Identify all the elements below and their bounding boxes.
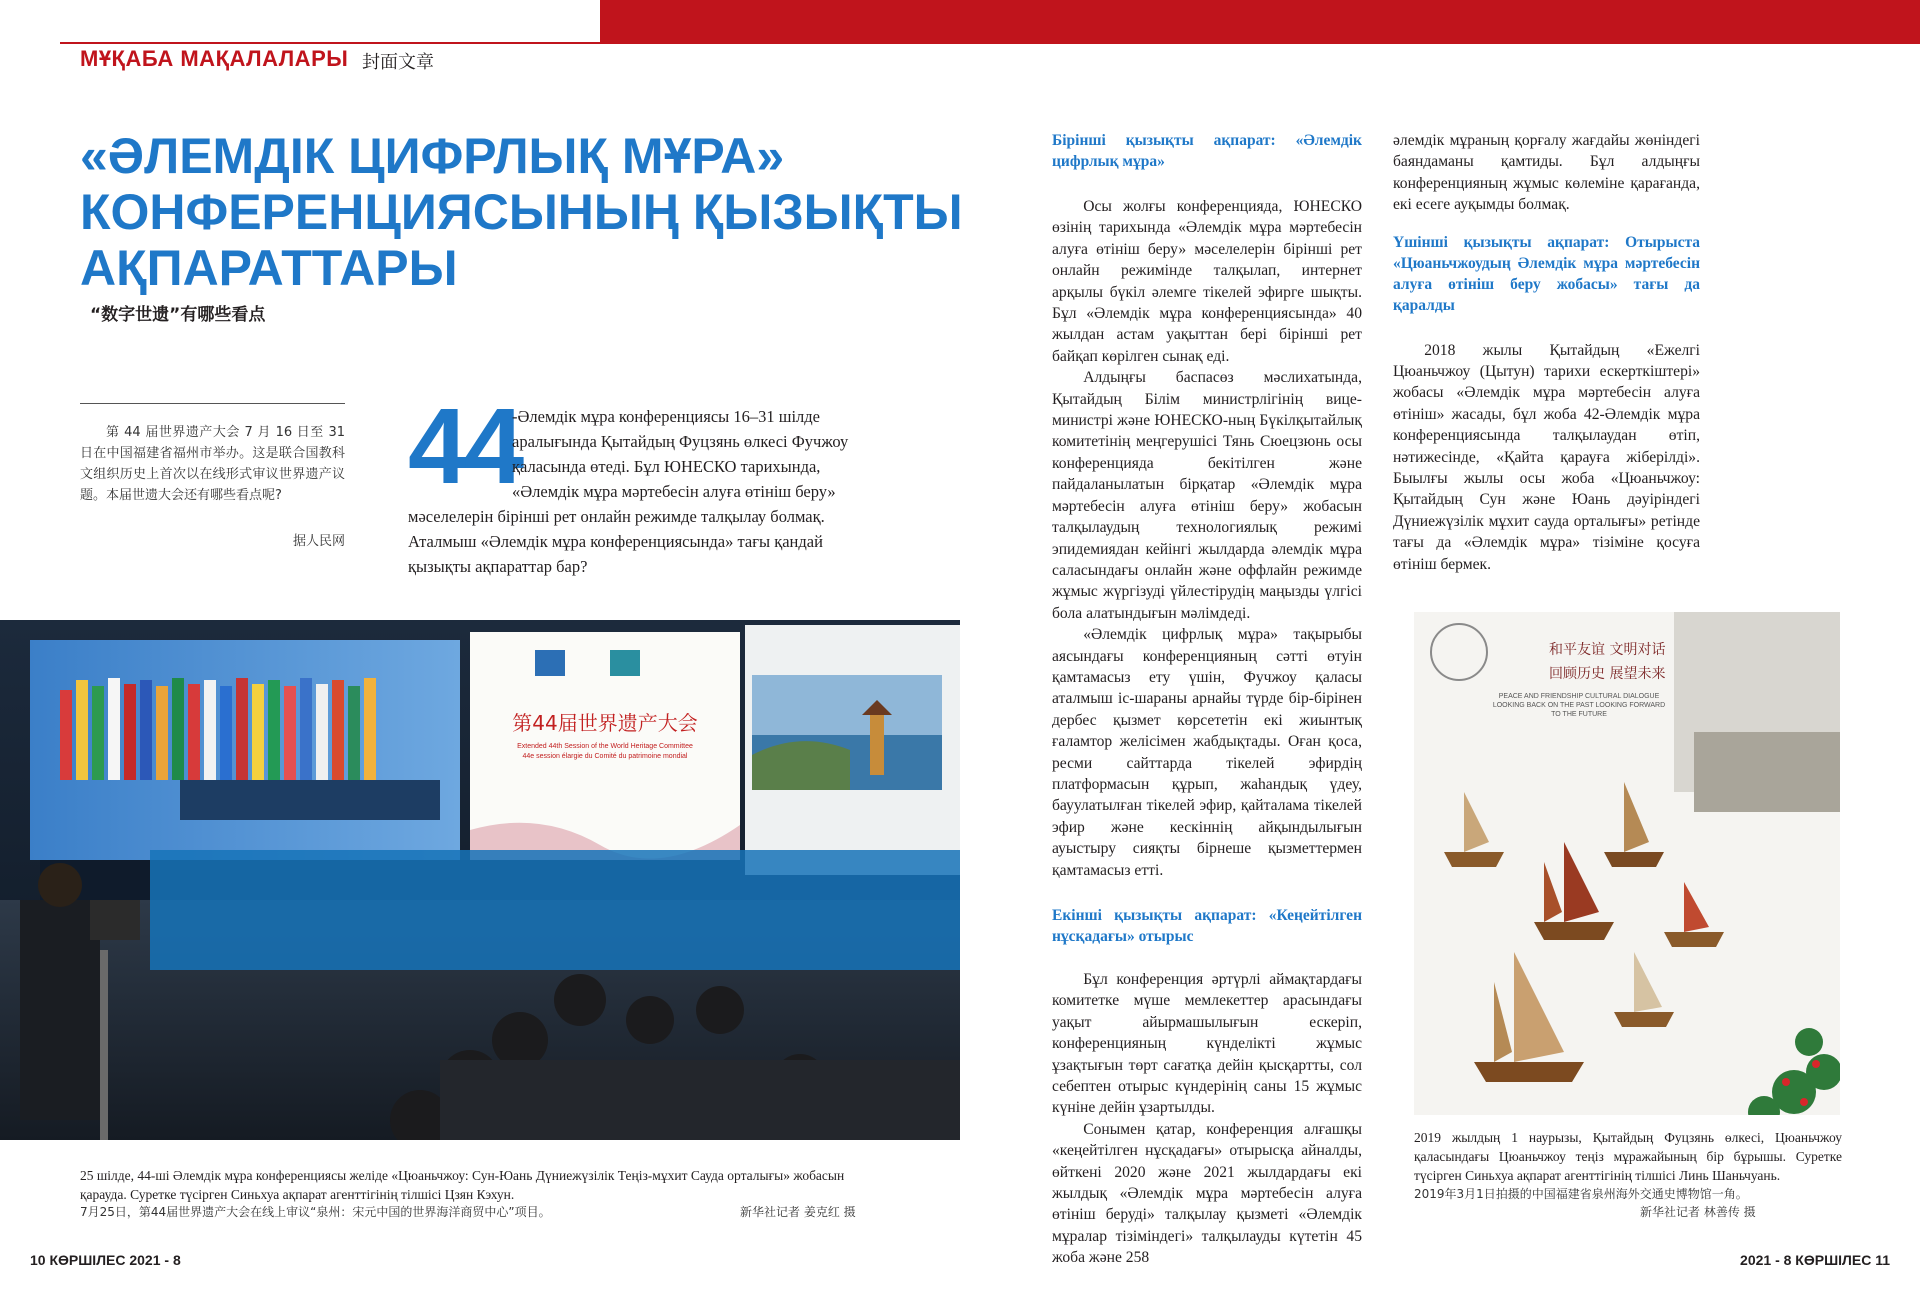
section-heading-1: Бірінші қызықты ақпарат: «Әлемдік цифрлық мұра» [1052, 132, 1362, 170]
lead-line: қызықты ақпараттар бар? [408, 557, 588, 576]
museum-photo-caption-cn: 2019年3月1日拍摄的中国福建省泉州海外交通史博物馆一角。 [1414, 1187, 1748, 1201]
header-red-bar [600, 0, 1920, 42]
section-title-cn: 封面文章 [362, 52, 434, 73]
photo-caption: 25 шілде, 44-ші Әлемдік мұра конференциясы желіде «Цюаньчжоу: Сун-Юань Дүниежүзілік Теңіз-мұхит Сауда орталығы» жобасын қарауда. Суретке түсірген Синьхуа ақпарат агенттігінің тілшісі Цзян Кэхун. [80, 1168, 845, 1202]
section-heading-2: Екінші қызықты ақпарат: «Кеңейтілген нұсқадағы» отырыс [1052, 907, 1362, 945]
screen-title-cn: 第44届世界遗产大会 [512, 711, 698, 735]
lead-line: мәселелерін бірінші рет онлайн режимде талқылау болмақ. [408, 507, 825, 526]
footer-right-page: 2021 - 8 КӨРШІЛЕС 11 [1740, 1252, 1890, 1268]
photo-credit-cn: 新华社记者 姜克红 摄 [740, 1205, 856, 1219]
wall-text-cn-2: 回顾历史 展望未来 [1549, 666, 1666, 682]
photo-caption-cn: 7月25日，第44届世界遗产大会在线上审议“泉州：宋元中国的世界海洋商贸中心”项目。 [80, 1205, 551, 1219]
museum-photo-illustration [1414, 612, 1840, 1115]
article-title [80, 128, 963, 296]
lead-line: «Әлемдік мұра мәртебесін алуға өтініш беру» [512, 482, 836, 501]
lead-dropcap: 44 [408, 385, 521, 506]
lead-line: -Әлемдік мұра конференциясы 16–31 шілде [512, 407, 820, 426]
lead-line: қаласында өтеді. Бұл ЮНЕСКО тарихында, [512, 457, 821, 476]
screen-subtitle-en: Extended 44th Session of the World Heritage Committee [517, 743, 693, 750]
body-paragraph: Осы жолғы конференцияда, ЮНЕСКО өзінің тарихында «Әлемдік мұра мәртебесін алуға өтініш беру» мәселелерін бірінші рет онлайн режимінде талқылап, интернет арқылы бүкіл әлемге тікелей эфирге шықты. Бұл «Әлемдік мұра конференциясында» 40 жылдан астам уақыттан бері бірінші рет байқап көрілген сынақ еді. [1052, 198, 1362, 365]
museum-photo [1414, 612, 1840, 1115]
body-paragraph: Бұл конференция әртүрлі аймақтардағы комитетке мүше мемлекеттер арасындағы уақыт айырмашылығын ескеріп, конференцияның күнделікті жұмыс ұзақтығын төрт сағатқа дейін қысқартты, сол себептен отырыс күндерінің саны 15 жұмыс күніне дейін ұзартылды. [1052, 971, 1362, 1117]
body-paragraph: Сонымен қатар, конференция алғашқы «кеңейтілген нұсқадағы» отырысқа айналды, өйткені 2020 және 2021 жылдардағы екі жылдық «Әлемдік мұра мәртебесін алуға өтініш беруді» талқылау қызметі «Әлемдік мұралар тізіміндегі» талқылауды күтетін 45 жоба және 258 [1052, 1120, 1362, 1267]
section-title: МҰҚАБА МАҚАЛАЛАРЫ [80, 46, 349, 71]
body-column-2 [1393, 130, 1700, 575]
intro-cn-text: 第 44 届世界遗产大会 7 月 16 日至 31 日在中国福建省福州市举办。这是联合国教科文组织历史上首次以在线形式审议世界遗产议题。本届世遗大会还有哪些看点呢? [80, 425, 345, 503]
body-paragraph: Алдыңғы баспасөз мәслихатында, Қытайдың Білім министрлігінің вице-министрі және ЮНЕСКО-ның Бүкілқытайлық комитетінің меңгерушісі Тянь Сюецзюнь осы конференцияда бекітілген және пайдаланылатын бірқатар «Әлемдік мұра мәртебесін алуға өтініш беру» жобасын талқылаудың технологиялық режимі эпидемиядан кейінгі жылдарда әлемдік мұра саласындағы онлайн және оффлайн режимде жұмыс жүргізуді үйлестірудің маңызды үлгісі бола алатындығын мәлімдеді. [1052, 369, 1362, 622]
screen-subtitle-fr: 44e session élargie du Comité du patrimoine mondial [522, 753, 688, 760]
museum-photo-caption: 2019 жылдың 1 наурызы, Қытайдың Фуцзянь өлкесі, Цюаньчжоу қаласындағы Цюаньчжоу теңіз мұражайының бір бұрышы. Суретке түсірген Синьхуа ақпарат агенттігінің тілшісі Линь Шаньчуань. [1414, 1130, 1842, 1183]
wall-text-cn-1: 和平友谊 文明对话 [1549, 642, 1666, 658]
body-paragraph: әлемдік мұраның қорғалу жағдайы жөніндегі баяндаманы қамтиды. Бұл алдыңғы конференцияның жұмыс көлеміне қарағанда, екі есеге ауқымды болмақ. [1393, 132, 1700, 214]
intro-divider [80, 403, 345, 404]
conference-photo [0, 620, 960, 1140]
article-subtitle-cn: “数字世遗”有哪些看点 [90, 305, 266, 325]
body-column-1 [1052, 130, 1362, 1269]
lead-line: Аталмыш «Әлемдік мұра конференциясында» тағы қандай [408, 532, 823, 551]
intro-source: 据人民网 [292, 534, 345, 549]
body-paragraph: «Әлемдік цифрлық мұра» тақырыбы аясындағы конференцияның сәтті өтуін қамтамасыз ету үшін, Фучжоу қаласы аталмыш іс-шараны арнайы түрде бір-бірінен дербес қызмет көрсететін екі жиынтық ғаламтор желісімен жабдықтады. Оған қоса, ресми сайттарда тікелей эфирдің платформасын құрып, жаһандық үдеу, бауулатылған тікелей эфир, қайталама тікелей эфир және кескіннің айқындылығын ауыстыру сияқты бірнеше қызметтермен қамтамасыз етті. [1052, 626, 1362, 879]
title-line-2: КОНФЕРЕНЦИЯСЫНЫҢ ҚЫЗЫҚТЫ [80, 184, 963, 240]
museum-photo-credit-cn: 新华社记者 林善传 摄 [1640, 1205, 1756, 1219]
body-paragraph: 2018 жылы Қытайдың «Ежелгі Цюаньчжоу (Цытун) тарихи ескерткіштері» жобасы «Әлемдік мұра мәртебесін алуға өтініш» жасады, бұл жоба 42-Әлемдік мұра конференциясында талқылаудан өтіп, нәтижесінде, «Қайта қарауға жіберілді». Быылғы жылы осы жоба «Цюаньчжоу: Қытайдың Сун және Юань дәуіріндегі Дүниежүзілік мұхит сауда орталығы» ретінде тағы да «Әлемдік мұра» тізіміне қосуға өтініш бермек. [1393, 341, 1700, 573]
title-line-1: «ӘЛЕМДІК ЦИФРЛЫҚ МҰРА» [80, 128, 785, 184]
header-rule [60, 42, 1920, 44]
conference-photo-illustration [0, 620, 960, 1140]
section-heading-3: Үшінші қызықты ақпарат: Отырыста «Цюаньчжоудың Әлемдік мұра мәртебесін алуға өтініш беру жобасы» тағы да қаралды [1393, 233, 1700, 314]
footer-left-page: 10 КӨРШІЛЕС 2021 - 8 [30, 1252, 181, 1268]
wall-text-en: PEACE AND FRIENDSHIP CULTURAL DIALOGUE LOOKING BACK ON THE PAST LOOKING FORWARD TO THE FUTURE [1492, 693, 1666, 718]
lead-line: аралығында Қытайдың Фуцзянь өлкесі Фучжоу [512, 432, 849, 451]
title-line-3: АҚПАРАТТАРЫ [80, 240, 458, 296]
